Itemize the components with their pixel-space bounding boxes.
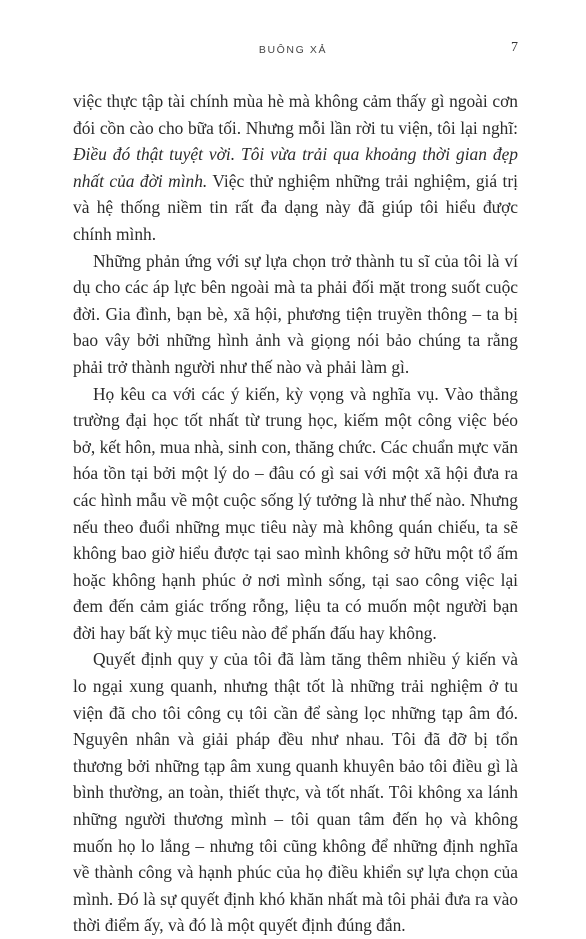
paragraph-1-text-b: Việc thử nghiệm những trải nghiệm, giá trị và hệ thống niềm tin rất đa dạng này đã giúp tôi hiểu được chính mình. — [73, 170, 518, 244]
paragraph-3: Họ kêu ca với các ý kiến, kỳ vọng và nghĩa vụ. Vào thẳng trường đại học tốt nhất từ trung học, kiếm một công việc béo bở, kết hôn, mua nhà, sinh con, thăng chức. Các chuẩn mực văn hóa tồn tại bởi một lý do – đâu có gì sai với một xã hội đưa ra các hình mẫu về một cuộc sống lý tưởng là như thế nào. Nhưng nếu theo đuổi những mục tiêu này mà không quán chiếu, ta sẽ không bao giờ hiểu được tại sao mình không sở hữu một tổ ấm hoặc không hạnh phúc ở nơi mình sống, tại sao công việc lại đem đến cảm giác trống rỗng, liệu ta có muốn một người bạn đời hay bất kỳ mục tiêu nào để phấn đấu hay không. — [73, 383, 518, 643]
paragraph-4: Quyết định quy y của tôi đã làm tăng thêm nhiều ý kiến và lo ngại xung quanh, nhưng thật tốt là những trải nghiệm ở tu viện đã cho tôi công cụ tôi cần để sàng lọc những tạp âm đó. Nguyên nhân và giải pháp đều như nhau. Tôi đã đỡ bị tổn thương bởi những tạp âm xung quanh khuyên bảo tôi điều gì là bình thường, an toàn, thiết thực, và tốt nhất. Tôi không xa lánh những người thương mình – tôi quan tâm đến họ và không muốn họ lo lắng – nhưng tôi cũng không để những định nghĩa về thành công và hạnh phúc của họ điều khiển sự lựa chọn của mình. Đó là sự quyết định khó khăn nhất mà tôi phải đưa ra vào thời điểm ấy, và đó là một quyết định đúng đắn. — [73, 649, 518, 936]
running-header-title: BUÔNG XẢ — [258, 44, 328, 56]
paragraph-1 — [73, 88, 518, 248]
page-number: 7 — [511, 40, 518, 55]
page-body — [73, 88, 518, 939]
paragraph-2: Những phản ứng với sự lựa chọn trở thành tu sĩ của tôi là ví dụ cho các áp lực bên ngoài mà ta phải đối mặt trong suốt cuộc đời. Gia đình, bạn bè, xã hội, phương tiện truyền thông – ta bị bao vây bởi những hình ảnh và giọng nói bảo chúng ta rằng phải trở thành người như thế nào và phải làm gì. — [73, 250, 518, 377]
paragraph-1-italic-quote: Điều đó thật tuyệt vời. Tôi vừa trải qua khoảng thời gian đẹp nhất của đời mình. — [73, 144, 518, 191]
paragraph-1-text-a: việc thực tập tài chính mùa hè mà không cảm thấy gì ngoài cơn đói cồn cào cho bữa tối. Nhưng mỗi lần rời tu viện, tôi lại nghĩ: — [73, 91, 518, 138]
